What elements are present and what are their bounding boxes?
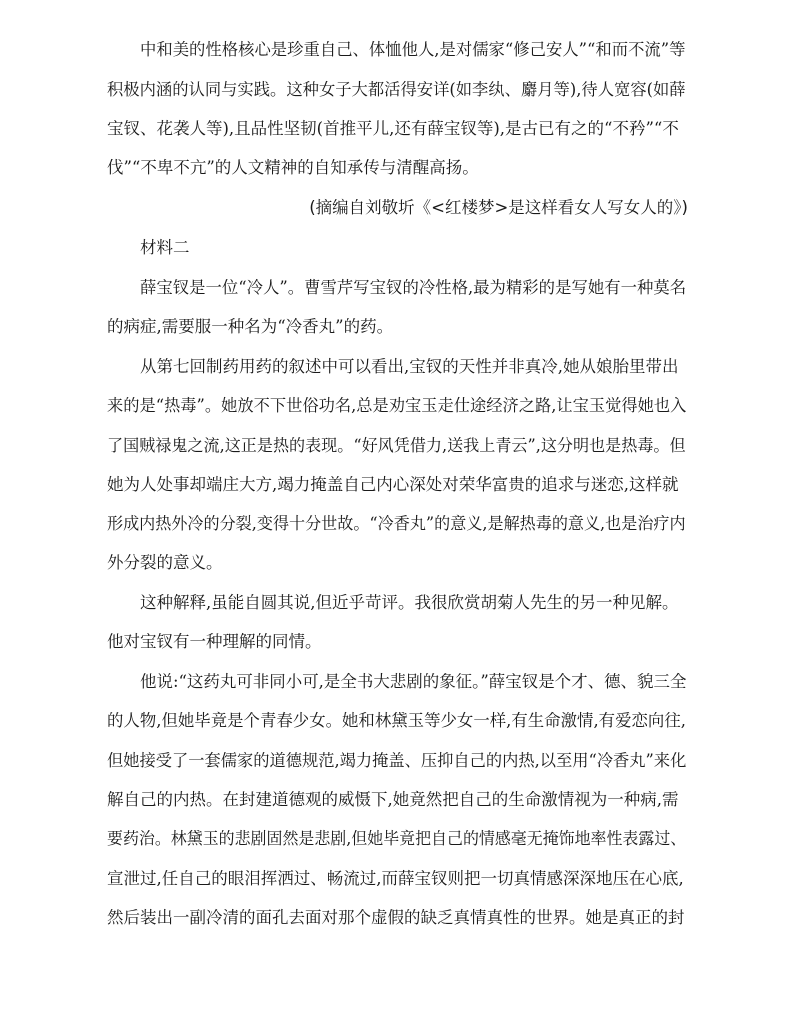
text-line: 宝钗、花袭人等),且品性坚韧(首推平儿,还有薛宝钗等),是古已有之的“不矜”“不 [107,119,679,138]
text-line: 从第七回制药用药的叙述中可以看出,宝钗的天性并非真冷,她从娘胎里带出 [140,357,679,376]
text-line: 来的是“热毒”。她放不下世俗功名,总是劝宝玉走仕途经济之路,让宝玉觉得她也入 [107,396,687,415]
text-line: 外分裂的意义。 [107,553,223,572]
text-line: 他对宝钗有一种理解的同情。 [107,632,322,651]
text-line: 她为人处事却端庄大方,竭力掩盖自己内心深处对荣华富贵的追求与迷恋,这样就 [107,475,679,494]
text-line: 的人物,但她毕竟是个青春少女。她和林黛玉等少女一样,有生命激情,有爱恋向往, [107,711,686,730]
text-line: 然后装出一副冷清的面孔去面对那个虚假的缺乏真情真性的世界。她是真正的封 [107,908,685,927]
text-line: 伐”“不卑不亢”的人文精神的自知承传与清醒高扬。 [107,158,479,177]
text-line: 形成内热外冷的分裂,变得十分世故。“冷香丸”的意义,是解热毒的意义,也是治疗内 [107,514,686,533]
source-citation: (摘编自刘敬圻《<红楼梦>是这样看女人写女人的》) [309,198,688,217]
section-heading: 材料二 [140,238,190,257]
text-line: 这种解释,虽能自圆其说,但近乎苛评。我很欣赏胡菊人先生的另一种见解。 [140,593,679,612]
text-line: 中和美的性格核心是珍重自己、体恤他人,是对儒家“修己安人”“和而不流”等 [140,40,686,59]
text-line: 薛宝钗是一位“冷人”。曹雪芹写宝钗的冷性格,最为精彩的是写她有一种莫名 [140,278,687,297]
text-line: 宣泄过,任自己的眼泪挥洒过、畅流过,而薛宝钗则把一切真情感深深地压在心底, [107,869,684,888]
text-line: 他说:“这药丸可非同小可,是全书大悲剧的象征。”薛宝钗是个才、德、貌三全 [140,672,687,691]
text-line: 要药治。林黛玉的悲剧固然是悲剧,但她毕竟把自己的情感毫无掩饰地率性表露过、 [107,829,687,848]
text-line: 但她接受了一套儒家的道德规范,竭力掩盖、压抑自己的内热,以至用“冷香丸”来化 [107,751,687,770]
text-line: 了国贼禄鬼之流,这正是热的表现。“好风凭借力,送我上青云”,这分明也是热毒。但 [107,436,686,455]
text-line: 解自己的内热。在封建道德观的威慑下,她竟然把自己的生命激情视为一种病,需 [107,790,679,809]
text-line: 的病症,需要服一种名为“冷香丸”的药。 [107,317,394,336]
text-line: 积极内涵的认同与实践。这种女子大都活得安详(如李纨、麝月等),待人宽容(如薛 [107,80,686,99]
